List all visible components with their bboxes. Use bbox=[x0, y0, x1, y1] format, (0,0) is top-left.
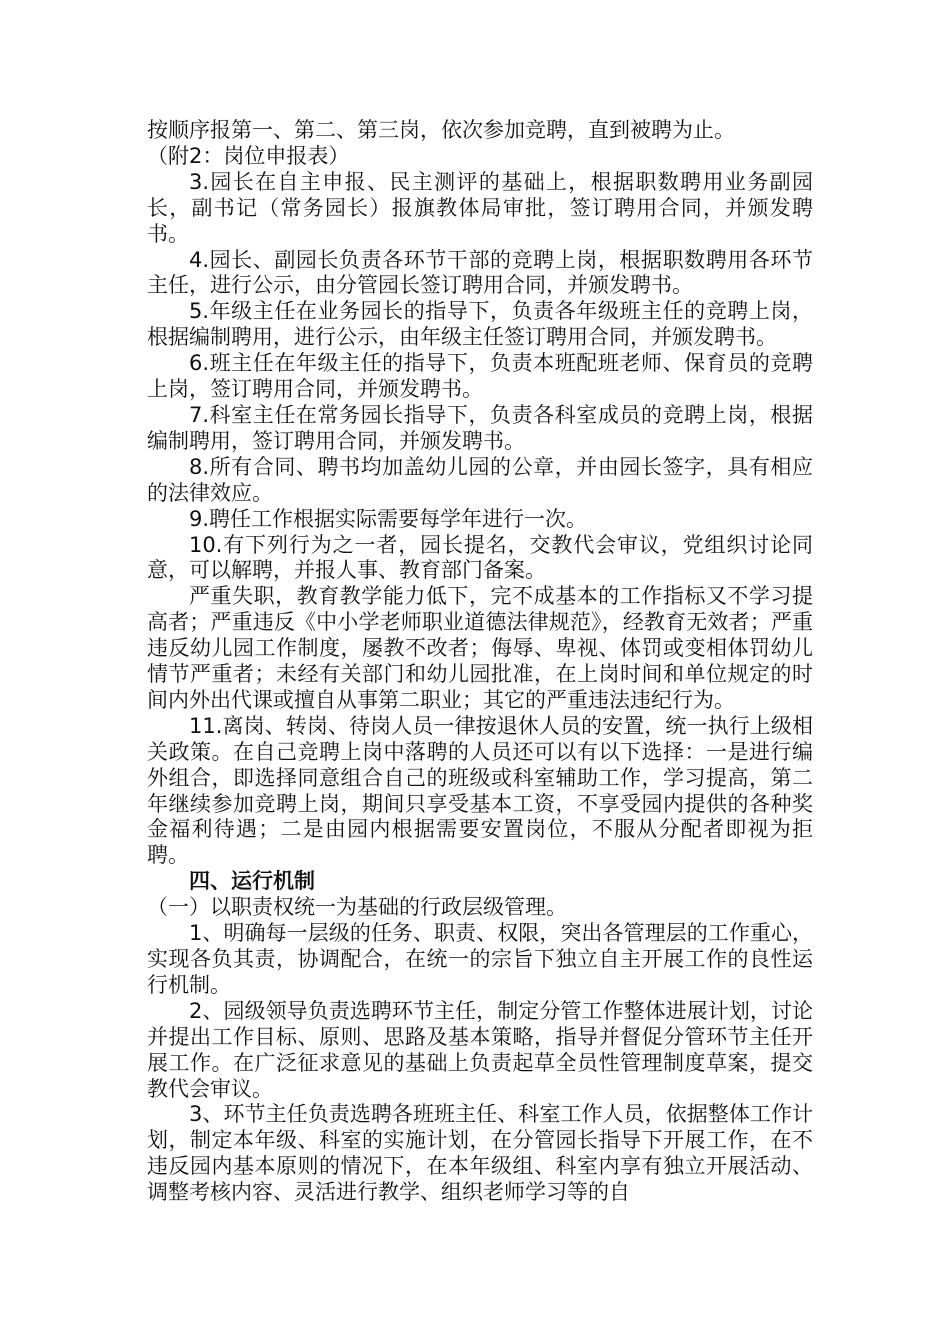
subsection-heading: （一）以职责权统一为基础的行政层级管理。 bbox=[147, 895, 567, 920]
document-body bbox=[147, 118, 813, 1206]
paragraph-continuation: 按顺序报第一、第二、第三岗，依次参加竞聘，直到被聘为止。 bbox=[147, 118, 735, 142]
paragraph-point-2: 2、园级领导负责选聘环节主任，制定分管工作整体进展计划，讨论并提出工作目标、原则、思路及基本策略，指导并督促分管环节主任开展工作。在广泛征求意见的基础上负责起草全员性管理制度草案，提交教代会审议。 bbox=[147, 998, 813, 1101]
paragraph-appendix-note: （附2：岗位申报表） bbox=[147, 143, 350, 168]
section-heading: 四、运行机制 bbox=[189, 869, 315, 894]
paragraph-item-3: 3.园长在自主申报、民主测评的基础上，根据职数聘用业务副园长，副书记（常务园长）报旗教体局审批，签订聘用合同，并颁发聘书。 bbox=[147, 169, 813, 246]
paragraph-item-8: 8.所有合同、聘书均加盖幼儿园的公章，并由园长签字，具有相应的法律效应。 bbox=[147, 454, 813, 505]
paragraph-point-1: 1、明确每一层级的任务、职责、权限，突出各管理层的工作重心，实现各负其责，协调配合，在统一的宗旨下独立自主开展工作的良性运行机制。 bbox=[147, 921, 813, 997]
paragraph-item-10: 10.有下列行为之一者，园长提名，交教代会审议，党组织讨论同意，可以解聘，并报人事、教育部门备案。 bbox=[147, 532, 813, 583]
paragraph-item-9: 9.聘任工作根据实际需要每学年进行一次。 bbox=[189, 506, 588, 531]
paragraph-item-7: 7.科室主任在常务园长指导下，负责各科室成员的竞聘上岗，根据编制聘用，签订聘用合同，并颁发聘书。 bbox=[147, 402, 813, 453]
paragraph-dismissal-conditions: 严重失职，教育教学能力低下，完不成基本的工作指标又不学习提高者；严重违反《中小学老师职业道德法律规范》，经教育无效者；严重违反幼儿园工作制度，屡教不改者；侮辱、卑视、体罚或变相体罚幼儿情节严重者；未经有关部门和幼儿园批准，在上岗时间和单位规定的时间内外出代课或擅自从事第二职业；其它的严重违法违纪行为。 bbox=[147, 584, 813, 712]
paragraph-item-5: 5.年级主任在业务园长的指导下，负责各年级班主任的竞聘上岗，根据编制聘用，进行公示，由年级主任签订聘用合同，并颁发聘书。 bbox=[147, 299, 813, 350]
paragraph-item-4: 4.园长、副园长负责各环节干部的竞聘上岗，根据职数聘用各环节主任，进行公示，由分管园长签订聘用合同，并颁发聘书。 bbox=[147, 247, 813, 298]
paragraph-item-6: 6.班主任在年级主任的指导下，负责本班配班老师、保育员的竞聘上岗，签订聘用合同，并颁发聘书。 bbox=[147, 351, 813, 402]
paragraph-item-11: 11.离岗、转岗、待岗人员一律按退休人员的安置，统一执行上级相关政策。在自己竞聘上岗中落聘的人员还可以有以下选择：一是进行编外组合，即选择同意组合自己的班级或科室辅助工作，学习提高，第二年继续参加竞聘上岗，期间只享受基本工资，不享受园内提供的各种奖金福利待遇；二是由园内根据需要安置岗位，不服从分配者即视为拒聘。 bbox=[147, 713, 813, 868]
paragraph-point-3: 3、环节主任负责选聘各班班主任、科室工作人员，依据整体工作计划，制定本年级、科室的实施计划，在分管园长指导下开展工作，在不违反园内基本原则的情况下，在本年级组、科室内享有独立开展活动、调整考核内容、灵活进行教学、组织老师学习等的自 bbox=[147, 1102, 813, 1205]
